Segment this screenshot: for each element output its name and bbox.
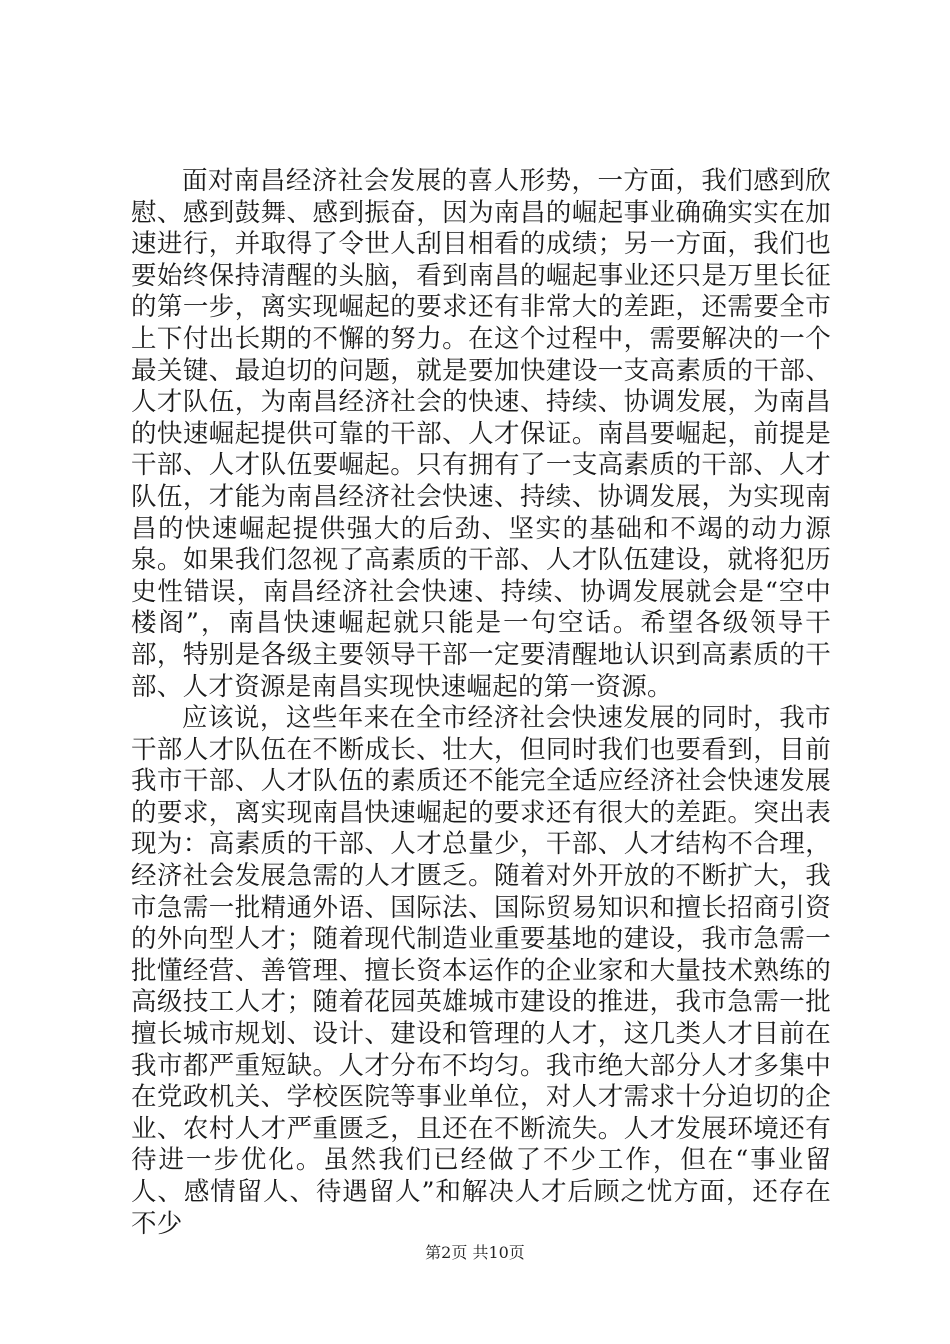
paragraph: 应该说，这些年来在全市经济社会快速发展的同时，我市干部人才队伍在不断成长、壮大，但同时我们也要看到，目前我市干部、人才队伍的素质还不能完全适应经济社会快速发展的要求，离实现南昌快速崛起的要求还有很大的差距。突出表现为：高素质的干部、人才总量少，干部、人才结构不合理，经济社会发展急需的人才匮乏。随着对外开放的不断扩大，我市急需一批精通外语、国际法、国际贸易知识和擅长招商引资的外向型人才；随着现代制造业重要基地的建设，我市急需一批懂经营、善管理、擅长资本运作的企业家和大量技术熟练的高级技工人才；随着花园英雄城市建设的推进，我市急需一批擅长城市规划、设计、建设和管理的人才，这几类人才目前在我市都严重短缺。人才分布不均匀。我市绝大部分人才多集中在党政机关、学校医院等事业单位，对人才需求十分迫切的企业、农村人才严重匮乏，且还在不断流失。人才发展环境还有待进一步优化。虽然我们已经做了不少工作，但在“事业留人、感情留人、待遇留人”和解决人才后顾之忧方面，还存在不少	[131, 703, 831, 1239]
page-number-footer: 第2页 共10页	[425, 1243, 525, 1262]
paragraph: 面对南昌经济社会发展的喜人形势，一方面，我们感到欣慰、感到鼓舞、感到振奋，因为南昌的崛起事业确确实实在加速进行，并取得了令世人刮目相看的成绩；另一方面，我们也要始终保持清醒的头脑，看到南昌的崛起事业还只是万里长征的第一步，离实现崛起的要求还有非常大的差距，还需要全市上下付出长期的不懈的努力。在这个过程中，需要解决的一个最关键、最迫切的问题，就是要加快建设一支高素质的干部、人才队伍，为南昌经济社会的快速、持续、协调发展，为南昌的快速崛起提供可靠的干部、人才保证。南昌要崛起，前提是干部、人才队伍要崛起。只有拥有了一支高素质的干部、人才队伍，才能为南昌经济社会快速、持续、协调发展，为实现南昌的快速崛起提供强大的后劲、坚实的基础和不竭的动力源泉。如果我们忽视了高素质的干部、人才队伍建设，就将犯历史性错误，南昌经济社会快速、持续、协调发展就会是“空中楼阁”，南昌快速崛起就只能是一句空话。希望各级领导干部，特别是各级主要领导干部一定要清醒地认识到高素质的干部、人才资源是南昌实现快速崛起的第一资源。	[131, 166, 831, 702]
document-body	[131, 166, 831, 1240]
